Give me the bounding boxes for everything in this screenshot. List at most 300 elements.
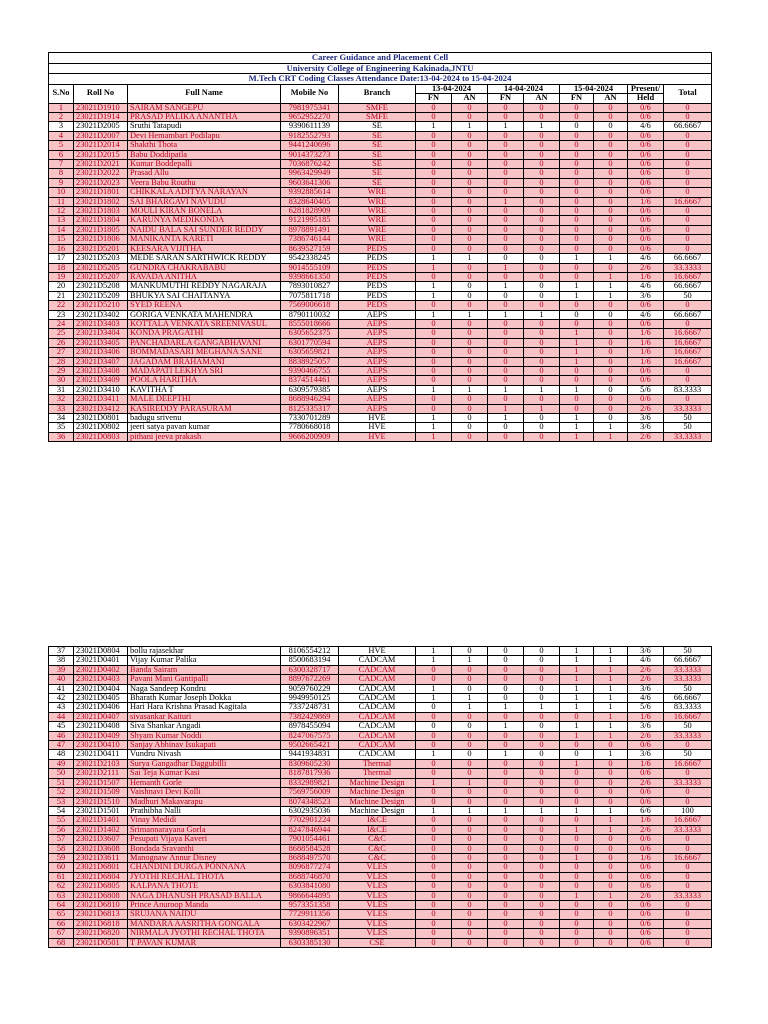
cell-d1-an: 0 <box>452 404 488 413</box>
cell-d1-fn: 0 <box>416 929 452 938</box>
cell-d3-fn: 0 <box>560 900 594 909</box>
cell-branch: SE <box>339 122 416 131</box>
cell-sno: 36 <box>49 432 74 441</box>
cell-d2-an: 0 <box>524 816 560 825</box>
cell-d3-fn: 1 <box>560 647 594 656</box>
cell-d1-fn: 0 <box>416 741 452 750</box>
cell-roll: 23021D6804 <box>74 872 128 881</box>
table-row <box>49 835 712 844</box>
cell-d1-an: 0 <box>452 414 488 423</box>
cell-total: 50 <box>664 423 712 432</box>
cell-d2-an: 0 <box>524 797 560 806</box>
cell-d2-an: 0 <box>524 169 560 178</box>
cell-d1-fn: 0 <box>416 169 452 178</box>
cell-d1-fn: 0 <box>416 788 452 797</box>
cell-d1-an: 0 <box>452 844 488 853</box>
cell-d3-fn: 0 <box>560 844 594 853</box>
cell-d3-an: 1 <box>594 816 628 825</box>
cell-d1-an: 0 <box>452 348 488 357</box>
cell-d2-an: 0 <box>524 759 560 768</box>
cell-name: MANDARA AASRITHA GONGALA <box>128 919 281 928</box>
table-row <box>49 759 712 768</box>
cell-name: GUNDRA CHAKRABABU <box>128 263 281 272</box>
cell-d3-an: 1 <box>594 825 628 834</box>
cell-name: MANIKANTA KARETI <box>128 235 281 244</box>
table-row <box>49 825 712 834</box>
cell-d1-fn: 0 <box>416 665 452 674</box>
cell-d1-an: 0 <box>452 722 488 731</box>
cell-mobile: 7569756009 <box>281 788 339 797</box>
cell-d2-an: 0 <box>524 357 560 366</box>
cell-d2-an: 0 <box>524 844 560 853</box>
table-row <box>49 656 712 665</box>
cell-sno: 66 <box>49 919 74 928</box>
cell-d2-fn: 0 <box>488 348 524 357</box>
cell-d3-fn: 1 <box>560 329 594 338</box>
cell-present-held: 0/6 <box>628 769 664 778</box>
table-row <box>49 319 712 328</box>
cell-d2-fn: 1 <box>488 806 524 815</box>
cell-sno: 38 <box>49 656 74 665</box>
cell-d2-fn: 0 <box>488 423 524 432</box>
cell-d1-fn: 1 <box>416 778 452 787</box>
cell-present-held: 1/6 <box>628 853 664 862</box>
col-fn: FN <box>416 94 452 103</box>
cell-d1-an: 0 <box>452 788 488 797</box>
cell-d2-fn: 0 <box>488 395 524 404</box>
cell-d2-an: 0 <box>524 825 560 834</box>
cell-d3-fn: 0 <box>560 816 594 825</box>
cell-d1-fn: 1 <box>416 414 452 423</box>
cell-present-held: 2/6 <box>628 825 664 834</box>
cell-d1-an: 0 <box>452 338 488 347</box>
table-row <box>49 844 712 853</box>
cell-d2-an: 0 <box>524 778 560 787</box>
cell-d2-fn: 0 <box>488 919 524 928</box>
table-row <box>49 225 712 234</box>
cell-d3-fn: 0 <box>560 712 594 721</box>
cell-d1-fn: 0 <box>416 319 452 328</box>
col-an: AN <box>594 94 628 103</box>
cell-total: 0 <box>664 160 712 169</box>
cell-sno: 9 <box>49 178 74 187</box>
cell-d1-fn: 0 <box>416 910 452 919</box>
cell-d1-fn: 0 <box>416 272 452 281</box>
cell-d3-an: 0 <box>594 169 628 178</box>
cell-mobile: 8247067575 <box>281 731 339 740</box>
cell-d2-an: 0 <box>524 113 560 122</box>
cell-d1-an: 0 <box>452 665 488 674</box>
table-row <box>49 919 712 928</box>
cell-total: 66.6667 <box>664 122 712 131</box>
cell-sno: 31 <box>49 385 74 394</box>
cell-d2-fn: 0 <box>488 150 524 159</box>
cell-d3-fn: 1 <box>560 254 594 263</box>
cell-roll: 23021D3411 <box>74 395 128 404</box>
cell-d2-fn: 0 <box>488 844 524 853</box>
attendance-table-bottom <box>48 646 712 948</box>
cell-total: 16.6667 <box>664 816 712 825</box>
cell-d1-an: 0 <box>452 178 488 187</box>
cell-d2-an: 0 <box>524 150 560 159</box>
cell-d1-an: 0 <box>452 712 488 721</box>
cell-name: Surya Gangadhar Daggubilli <box>128 759 281 768</box>
cell-sno: 61 <box>49 872 74 881</box>
cell-sno: 16 <box>49 244 74 253</box>
cell-present-held: 1/6 <box>628 338 664 347</box>
table-row <box>49 929 712 938</box>
cell-d3-an: 0 <box>594 160 628 169</box>
cell-d2-an: 1 <box>524 122 560 131</box>
cell-roll: 23021D0402 <box>74 665 128 674</box>
cell-branch: CADCAM <box>339 656 416 665</box>
cell-name: Srimannarayana Gorla <box>128 825 281 834</box>
cell-roll: 23021D3405 <box>74 338 128 347</box>
cell-d1-fn: 1 <box>416 254 452 263</box>
cell-roll: 23021D1801 <box>74 188 128 197</box>
cell-d3-an: 0 <box>594 797 628 806</box>
table-row <box>49 722 712 731</box>
cell-sno: 67 <box>49 929 74 938</box>
cell-d1-fn: 0 <box>416 900 452 909</box>
cell-d2-fn: 0 <box>488 891 524 900</box>
cell-d2-fn: 1 <box>488 310 524 319</box>
cell-roll: 23021D3403 <box>74 319 128 328</box>
cell-branch: SE <box>339 160 416 169</box>
cell-sno: 10 <box>49 188 74 197</box>
cell-d2-fn: 0 <box>488 216 524 225</box>
cell-d3-fn: 0 <box>560 778 594 787</box>
cell-d1-fn: 0 <box>416 938 452 947</box>
cell-d2-an: 0 <box>524 872 560 881</box>
cell-d3-fn: 0 <box>560 225 594 234</box>
cell-roll: 23021D3611 <box>74 853 128 862</box>
cell-d3-an: 1 <box>594 675 628 684</box>
cell-d2-fn: 0 <box>488 357 524 366</box>
cell-d2-fn: 0 <box>488 853 524 862</box>
cell-branch: SE <box>339 169 416 178</box>
cell-total: 0 <box>664 788 712 797</box>
cell-total: 33.3333 <box>664 891 712 900</box>
cell-mobile: 6305652375 <box>281 329 339 338</box>
cell-d3-fn: 0 <box>560 919 594 928</box>
cell-branch: I&CE <box>339 825 416 834</box>
cell-d2-an: 0 <box>524 235 560 244</box>
table-row <box>49 282 712 291</box>
cell-sno: 5 <box>49 141 74 150</box>
table-row <box>49 235 712 244</box>
cell-d1-fn: 0 <box>416 244 452 253</box>
table-row <box>49 712 712 721</box>
cell-d1-an: 0 <box>452 272 488 281</box>
cell-d2-an: 0 <box>524 694 560 703</box>
header-line-2: University College of Engineering Kakinada,JNTU <box>49 63 712 74</box>
cell-d2-an: 0 <box>524 395 560 404</box>
cell-branch: WRE <box>339 235 416 244</box>
cell-d2-fn: 1 <box>488 197 524 206</box>
cell-d3-fn: 0 <box>560 122 594 131</box>
cell-sno: 21 <box>49 291 74 300</box>
cell-name: badugu srivenu <box>128 414 281 423</box>
cell-d2-an: 0 <box>524 929 560 938</box>
cell-present-held: 0/6 <box>628 844 664 853</box>
cell-sno: 68 <box>49 938 74 947</box>
cell-sno: 8 <box>49 169 74 178</box>
cell-total: 0 <box>664 244 712 253</box>
cell-present-held: 4/6 <box>628 310 664 319</box>
cell-present-held: 0/6 <box>628 319 664 328</box>
cell-d2-fn: 0 <box>488 432 524 441</box>
cell-d1-an: 0 <box>452 731 488 740</box>
cell-present-held: 0/6 <box>628 103 664 112</box>
cell-d1-an: 0 <box>452 282 488 291</box>
cell-roll: 23021D0409 <box>74 731 128 740</box>
cell-d2-fn: 0 <box>488 863 524 872</box>
cell-mobile: 8332989821 <box>281 778 339 787</box>
cell-name: Vinay Medidi <box>128 816 281 825</box>
cell-d1-fn: 1 <box>416 263 452 272</box>
cell-d1-an: 0 <box>452 835 488 844</box>
cell-name: CHANDINI DURGA PONNANA <box>128 863 281 872</box>
table-row <box>49 432 712 441</box>
cell-d3-an: 0 <box>594 835 628 844</box>
cell-d2-an: 0 <box>524 301 560 310</box>
cell-branch: CADCAM <box>339 750 416 759</box>
table-row <box>49 703 712 712</box>
cell-mobile: 8790110032 <box>281 310 339 319</box>
cell-d3-fn: 1 <box>560 806 594 815</box>
cell-branch: PEDS <box>339 282 416 291</box>
cell-name: BHUKYA SAI CHAITANYA <box>128 291 281 300</box>
cell-name: bollu rajasekhar <box>128 647 281 656</box>
cell-d3-an: 0 <box>594 872 628 881</box>
cell-d2-an: 0 <box>524 741 560 750</box>
cell-total: 0 <box>664 131 712 140</box>
cell-d3-an: 1 <box>594 722 628 731</box>
cell-present-held: 0/6 <box>628 131 664 140</box>
cell-branch: CADCAM <box>339 712 416 721</box>
cell-d1-fn: 0 <box>416 825 452 834</box>
cell-d2-an: 0 <box>524 722 560 731</box>
cell-name: KAVITHA T <box>128 385 281 394</box>
table-row <box>49 414 712 423</box>
cell-name: KASIREDDY PARASURAM <box>128 404 281 413</box>
cell-present-held: 0/6 <box>628 301 664 310</box>
cell-mobile: 7901054461 <box>281 835 339 844</box>
cell-total: 0 <box>664 113 712 122</box>
cell-d1-an: 0 <box>452 759 488 768</box>
cell-name: SYED REENA <box>128 301 281 310</box>
cell-mobile: 8639527159 <box>281 244 339 253</box>
table-row <box>49 731 712 740</box>
cell-d2-an: 0 <box>524 684 560 693</box>
cell-d3-fn: 0 <box>560 404 594 413</box>
cell-total: 0 <box>664 910 712 919</box>
cell-sno: 47 <box>49 741 74 750</box>
cell-mobile: 7330701289 <box>281 414 339 423</box>
cell-total: 0 <box>664 929 712 938</box>
cell-d2-fn: 0 <box>488 872 524 881</box>
cell-branch: CADCAM <box>339 694 416 703</box>
cell-roll: 23021D5208 <box>74 282 128 291</box>
cell-d1-fn: 0 <box>416 150 452 159</box>
table-row <box>49 216 712 225</box>
cell-d3-fn: 1 <box>560 348 594 357</box>
cell-d1-fn: 0 <box>416 731 452 740</box>
cell-d2-fn: 0 <box>488 900 524 909</box>
cell-sno: 28 <box>49 357 74 366</box>
cell-d1-an: 0 <box>452 188 488 197</box>
cell-branch: AEPS <box>339 348 416 357</box>
cell-d3-fn: 1 <box>560 423 594 432</box>
cell-roll: 23021D3412 <box>74 404 128 413</box>
cell-d2-an: 0 <box>524 910 560 919</box>
cell-d1-an: 0 <box>452 900 488 909</box>
cell-d2-fn: 0 <box>488 788 524 797</box>
cell-d3-an: 0 <box>594 122 628 131</box>
cell-name: SRUJANA NAIDU <box>128 910 281 919</box>
cell-d3-fn: 0 <box>560 235 594 244</box>
cell-d3-fn: 0 <box>560 872 594 881</box>
cell-d2-fn: 1 <box>488 385 524 394</box>
cell-branch: CADCAM <box>339 684 416 693</box>
cell-d2-an: 0 <box>524 216 560 225</box>
cell-d2-fn: 0 <box>488 338 524 347</box>
cell-d3-an: 0 <box>594 225 628 234</box>
table-row <box>49 122 712 131</box>
cell-branch: C&C <box>339 853 416 862</box>
cell-mobile: 8555018666 <box>281 319 339 328</box>
cell-total: 33.3333 <box>664 263 712 272</box>
cell-mobile: 7702901224 <box>281 816 339 825</box>
cell-d2-fn: 0 <box>488 366 524 375</box>
cell-branch: SE <box>339 131 416 140</box>
col-roll: Roll No <box>74 84 128 103</box>
cell-d1-fn: 0 <box>416 404 452 413</box>
col-branch: Branch <box>339 84 416 103</box>
cell-d3-an: 0 <box>594 929 628 938</box>
cell-present-held: 0/6 <box>628 938 664 947</box>
cell-d1-fn: 1 <box>416 806 452 815</box>
cell-d2-an: 0 <box>524 853 560 862</box>
table-row <box>49 395 712 404</box>
cell-d3-fn: 1 <box>560 722 594 731</box>
cell-roll: 23021D0802 <box>74 423 128 432</box>
cell-d2-fn: 0 <box>488 694 524 703</box>
cell-d1-an: 0 <box>452 853 488 862</box>
cell-roll: 23021D1802 <box>74 197 128 206</box>
cell-d1-fn: 0 <box>416 853 452 862</box>
cell-d1-fn: 1 <box>416 656 452 665</box>
cell-present-held: 3/6 <box>628 423 664 432</box>
cell-d3-an: 0 <box>594 338 628 347</box>
cell-total: 0 <box>664 741 712 750</box>
cell-d3-fn: 0 <box>560 160 594 169</box>
cell-d3-fn: 0 <box>560 741 594 750</box>
cell-d1-an: 0 <box>452 741 488 750</box>
cell-branch: CADCAM <box>339 665 416 674</box>
table-row <box>49 665 712 674</box>
cell-d2-fn: 0 <box>488 665 524 674</box>
cell-roll: 23021D3402 <box>74 310 128 319</box>
cell-branch: CADCAM <box>339 741 416 750</box>
cell-d1-an: 0 <box>452 891 488 900</box>
cell-present-held: 0/6 <box>628 872 664 881</box>
cell-sno: 59 <box>49 853 74 862</box>
cell-branch: PEDS <box>339 244 416 253</box>
cell-d2-an: 0 <box>524 750 560 759</box>
cell-branch: AEPS <box>339 329 416 338</box>
cell-present-held: 4/6 <box>628 254 664 263</box>
cell-d3-an: 1 <box>594 647 628 656</box>
cell-sno: 35 <box>49 423 74 432</box>
cell-name: PANCHADARLA GANGABHAVANI <box>128 338 281 347</box>
cell-present-held: 0/6 <box>628 160 664 169</box>
cell-present-held: 3/6 <box>628 414 664 423</box>
cell-d1-fn: 1 <box>416 432 452 441</box>
cell-d2-an: 0 <box>524 197 560 206</box>
cell-d3-an: 1 <box>594 806 628 815</box>
cell-d3-fn: 1 <box>560 432 594 441</box>
cell-total: 0 <box>664 169 712 178</box>
cell-total: 50 <box>664 647 712 656</box>
cell-name: Babu Doddipatla <box>128 150 281 159</box>
cell-sno: 55 <box>49 816 74 825</box>
cell-d3-fn: 0 <box>560 207 594 216</box>
cell-d1-fn: 1 <box>416 291 452 300</box>
cell-mobile: 7382429869 <box>281 712 339 721</box>
cell-d1-an: 0 <box>452 366 488 375</box>
cell-sno: 29 <box>49 366 74 375</box>
cell-d3-an: 0 <box>594 141 628 150</box>
cell-total: 33.3333 <box>664 665 712 674</box>
cell-sno: 18 <box>49 263 74 272</box>
cell-present-held: 2/6 <box>628 404 664 413</box>
cell-roll: 23021D1501 <box>74 806 128 815</box>
cell-mobile: 8328640405 <box>281 197 339 206</box>
cell-mobile: 8688746870 <box>281 872 339 881</box>
cell-present-held: 0/6 <box>628 919 664 928</box>
cell-present-held: 0/6 <box>628 207 664 216</box>
cell-name: MANKUMUTHI REDDY NAGARAJA <box>128 282 281 291</box>
cell-d1-fn: 0 <box>416 835 452 844</box>
cell-total: 50 <box>664 291 712 300</box>
cell-name: Sai Teja Kumar Kasi <box>128 769 281 778</box>
cell-branch: AEPS <box>339 338 416 347</box>
cell-d2-fn: 1 <box>488 750 524 759</box>
cell-d1-an: 0 <box>452 141 488 150</box>
cell-roll: 23021D2021 <box>74 160 128 169</box>
cell-d3-an: 1 <box>594 712 628 721</box>
cell-d1-an: 1 <box>452 656 488 665</box>
cell-sno: 30 <box>49 376 74 385</box>
cell-present-held: 0/6 <box>628 835 664 844</box>
cell-name: KOTTALA VENKATA SREENIVASUL <box>128 319 281 328</box>
cell-name: Sruthi Tatapudi <box>128 122 281 131</box>
cell-total: 66.6667 <box>664 694 712 703</box>
cell-total: 33.3333 <box>664 404 712 413</box>
cell-branch: HVE <box>339 423 416 432</box>
cell-name: sivasankar Kaituri <box>128 712 281 721</box>
cell-name: pithani jeeva prakash <box>128 432 281 441</box>
cell-d2-fn: 0 <box>488 684 524 693</box>
table-row <box>49 423 712 432</box>
cell-d1-an: 0 <box>452 769 488 778</box>
cell-mobile: 7729911356 <box>281 910 339 919</box>
cell-branch: AEPS <box>339 376 416 385</box>
cell-d3-an: 0 <box>594 301 628 310</box>
cell-d2-fn: 0 <box>488 272 524 281</box>
